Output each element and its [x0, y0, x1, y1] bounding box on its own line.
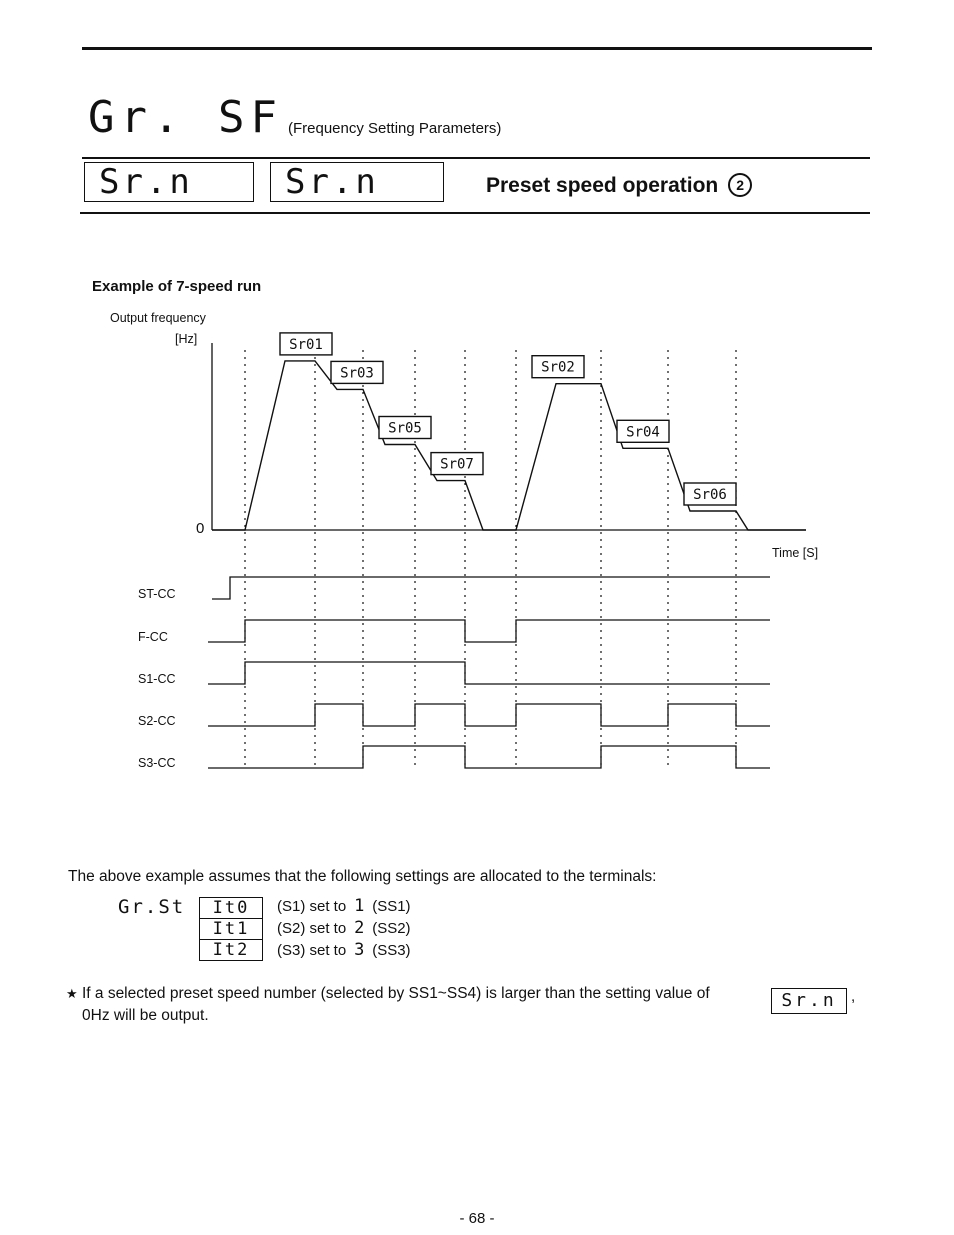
- terminal-label: S2-CC: [138, 714, 176, 728]
- speed-code-label: Sr01: [289, 336, 323, 353]
- terminal-waveform: [208, 746, 770, 768]
- note: [66, 983, 766, 1027]
- example-title: Example of 7-speed run: [92, 278, 262, 295]
- terminal-label: F-CC: [138, 630, 168, 644]
- assumption-text: The above example assumes that the following settings are allocated to the terminals:: [68, 868, 657, 885]
- terminal-group-code: Gr.St: [118, 896, 186, 918]
- speed-code-label: Sr04: [626, 424, 660, 441]
- group-description: (Frequency Setting Parameters): [288, 120, 502, 137]
- setting-s2-text: (S2) set to: [277, 920, 347, 937]
- setting-s2-value: 2: [354, 918, 365, 938]
- note-code-box: [771, 988, 847, 1014]
- note-comma: ,: [851, 988, 856, 1005]
- terminal-waveform: [208, 704, 770, 726]
- terminal-code-s3: It2: [212, 940, 250, 960]
- terminal-label: S3-CC: [138, 756, 176, 770]
- note-text: If a selected preset speed number (selected by SS1~SS4) is larger than the setting value of: [81, 985, 710, 1002]
- setting-s3-text: (S3) set to: [277, 942, 347, 959]
- speed-code-label: Sr05: [388, 420, 422, 437]
- param-code-1: Sr.n: [99, 162, 193, 202]
- setting-line-s2: [277, 918, 411, 938]
- terminal-label: ST-CC: [138, 587, 176, 601]
- param-code-2: Sr.n: [285, 162, 379, 202]
- setting-line-s3: [277, 940, 411, 960]
- section-number-badge: 2: [728, 173, 752, 197]
- speed-code-label: Sr06: [693, 487, 727, 503]
- setting-s1-text: (S1) set to: [277, 898, 347, 915]
- note-code: Sr.n: [781, 990, 837, 1011]
- setting-s3-value: 3: [354, 940, 365, 960]
- note-star-icon: ★: [66, 986, 78, 1001]
- terminal-waveform: [208, 662, 770, 684]
- terminal-waveform: [208, 620, 770, 642]
- group-code: Gr. SF: [88, 92, 283, 143]
- terminal-code-s2: It1: [200, 919, 262, 940]
- zero-label: 0: [196, 520, 205, 537]
- setting-s1-ss: (SS1): [372, 898, 411, 915]
- speed-code-label: Sr07: [440, 456, 474, 473]
- terminal-code-s1: It0: [200, 898, 262, 919]
- terminal-code-table: [199, 897, 263, 961]
- speed-code-label: Sr03: [340, 365, 374, 382]
- setting-s1-value: 1: [354, 896, 365, 916]
- y-axis-unit: [Hz]: [175, 332, 198, 346]
- y-axis-label: Output frequency: [110, 311, 206, 325]
- x-axis-label: Time [S]: [772, 546, 819, 560]
- page-number: - 68 -: [459, 1210, 495, 1227]
- section-title-text: Preset speed operation: [486, 174, 719, 197]
- setting-line-s1: [277, 896, 411, 916]
- note-text-2: 0Hz will be output.: [82, 1007, 209, 1024]
- speed-code-label: Sr02: [541, 359, 575, 376]
- setting-s2-ss: (SS2): [372, 920, 411, 937]
- terminal-label: S1-CC: [138, 672, 176, 686]
- terminal-waveform: [212, 577, 770, 599]
- setting-s3-ss: (SS3): [372, 942, 411, 959]
